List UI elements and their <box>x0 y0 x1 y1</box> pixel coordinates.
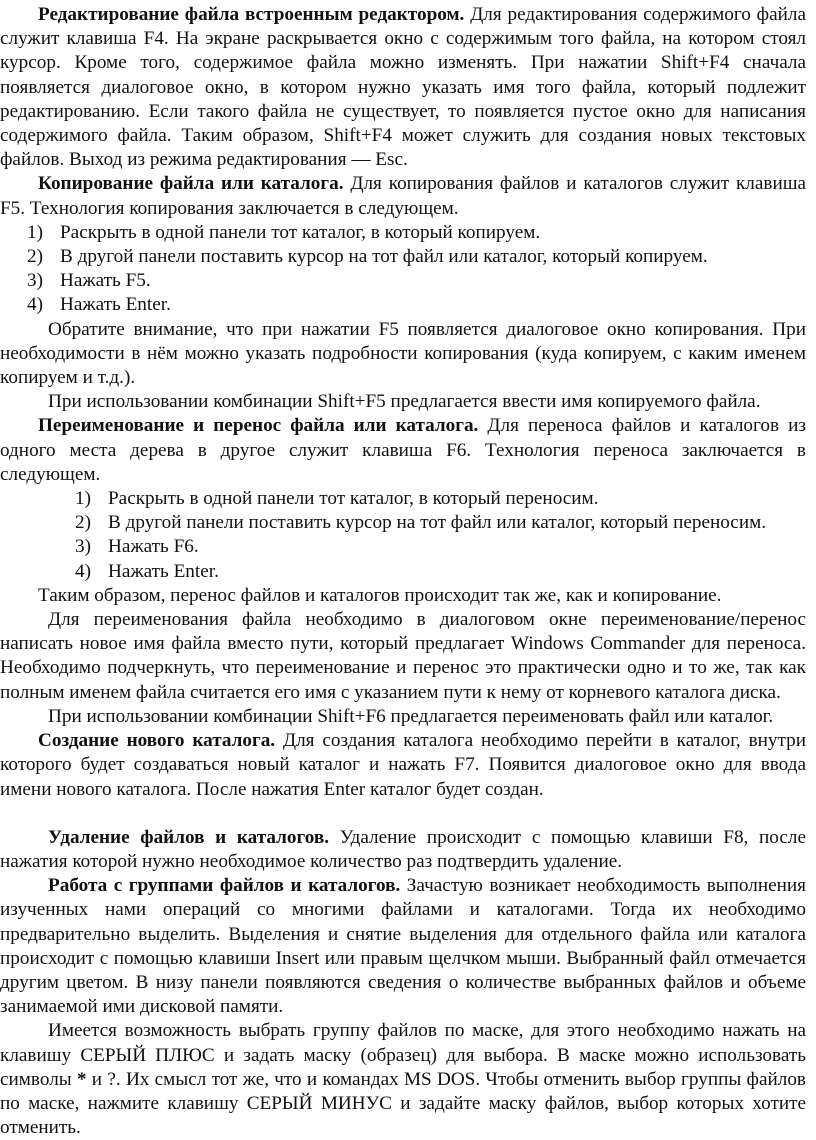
paragraph-copy-note1: Обратите внимание, что при нажатии F5 появляется диалоговое окно копирования. При необходимости в нём можно указать подробности копирования (куда копируем, с каким именем копируем и т.д.). <box>0 318 806 389</box>
paragraph-move <box>0 414 806 487</box>
text-copy: Для копирования файлов и каталогов служит клавиша F5. Технология копирования заключается в следующем. <box>0 173 807 219</box>
mask-star-symbol: * <box>76 1068 87 1090</box>
text-edit: Для редактирования содержимого файла служит клавиша F4. На экране раскрывается окно с содержимым того файла, на котором стоял курсор. Кроме того, содержимое файла можно изменять. При нажатии Shift+F4 сначала появляется диалоговое окно, в котором нужно указать имя того файла, который подлежит редактированию. Если такого файла не существует, то появляется пустое окно для написания содержимого файла. Таким образом, Shift+F4 может служить для создания новых текстовых файлов. Выход из режима редактирования — Esc. <box>0 4 806 171</box>
list-item <box>0 221 806 245</box>
list-number: 1) <box>75 488 91 510</box>
heading-groups: Работа с группами файлов и каталогов. <box>48 875 401 897</box>
list-text: Раскрыть в одной панели тот каталог, в который переносим. <box>108 488 599 510</box>
text-move: Для переноса файлов и каталогов из одного места дерева в другое служит клавиша F6. Технология переноса заключается в следующем. <box>0 415 806 485</box>
mask-text-mid: и <box>86 1068 108 1090</box>
list-number: 3) <box>27 270 43 292</box>
list-number: 3) <box>75 536 91 558</box>
paragraph-delete <box>0 826 806 874</box>
blank-line <box>0 802 806 826</box>
paragraph-edit <box>0 3 806 172</box>
list-item <box>0 487 806 511</box>
list-text: Нажать F5. <box>60 270 151 292</box>
copy-steps-list <box>0 221 806 318</box>
list-text: Раскрыть в одной панели тот каталог, в который копируем. <box>60 221 541 243</box>
mask-question-symbol: ? <box>107 1068 116 1090</box>
paragraph-groups-mask <box>0 1019 806 1140</box>
list-number: 4) <box>75 560 91 582</box>
paragraph-copy <box>0 172 806 220</box>
list-text: Нажать Enter. <box>60 294 171 316</box>
list-text: В другой панели поставить курсор на тот файл или каталог, который копируем. <box>60 246 708 268</box>
mask-text-before: Имеется возможность выбрать группу файлов по маске, для этого необходимо нажать на клавишу СЕРЫЙ ПЛЮС и задать маску (образец) для выбора. В маске можно использовать символы <box>0 1020 806 1090</box>
list-item <box>0 560 806 584</box>
list-item <box>0 245 806 269</box>
list-number: 1) <box>27 221 43 243</box>
list-number: 4) <box>27 294 43 316</box>
text-groups: Зачастую возникает необходимость выполнения изученных нами операций со многими файлами и каталогами. Тогда их необходимо предварительно выделить. Выделения и снятие выделения для отдельного файла или каталога происходит с помощью клавиши Insert или правым щелчком мыши. Выбранный файл отмечается другим цветом. В низу панели появляются сведения о количестве выбранных файлов и объеме занимаемой ими дисковой памяти. <box>0 875 806 1018</box>
list-item <box>0 535 806 559</box>
heading-move: Переименование и перенос файла или каталога. <box>38 415 479 437</box>
heading-mkdir: Создание нового каталога. <box>38 730 276 752</box>
list-text: В другой панели поставить курсор на тот файл или каталог, который переносим. <box>108 512 767 534</box>
heading-edit: Редактирование файла встроенным редактором. <box>38 4 465 25</box>
move-steps-list <box>0 487 806 584</box>
paragraph-mkdir <box>0 729 806 802</box>
list-item <box>0 269 806 293</box>
list-text: Нажать Enter. <box>108 560 219 582</box>
paragraph-groups <box>0 874 806 1019</box>
list-number: 2) <box>75 512 91 534</box>
paragraph-move-note1: Таким образом, перенос файлов и каталогов происходит так же, как и копирование. <box>38 584 722 606</box>
text-mkdir: Для создания каталога необходимо перейти в каталог, внутри которого будет создаваться новый каталог и нажать F7. Появится диалоговое окно для ввода имени нового каталога. После нажатия Enter каталог будет создан. <box>0 730 806 800</box>
text-delete: Удаление происходит с помощью клавиши F8, после нажатия которой нужно необходимое количество раз подтвердить удаление. <box>0 826 806 872</box>
heading-delete: Удаление файлов и каталогов. <box>48 826 330 848</box>
mask-text-after: . Их смысл тот же, что и командах MS DOS. Чтобы отменить выбор группы файлов по маске, нажмите клавишу СЕРЫЙ МИНУС и задайте маску файлов, выбор которых хотите отменить. <box>0 1068 806 1139</box>
list-text: Нажать F6. <box>108 536 199 558</box>
paragraph-copy-note2: При использовании комбинации Shift+F5 предлагается ввести имя копируемого файла. <box>48 391 761 413</box>
document-page <box>0 3 806 1140</box>
paragraph-move-note3: При использовании комбинации Shift+F6 предлагается переименовать файл или каталог. <box>48 705 774 727</box>
heading-copy: Копирование файла или каталога. <box>38 173 344 195</box>
paragraph-move-note2: Для переименования файла необходимо в диалоговом окне переименование/перенос написать новое имя файла вместо пути, который предлагает Windows Commander для переноса. Необходимо подчеркнуть, что переименование и перенос это практически одно и то же, так как полным именем файла считается его имя с указанием пути к нему от корневого каталога диска. <box>0 609 806 703</box>
list-item <box>0 293 806 317</box>
list-item <box>0 511 806 535</box>
list-number: 2) <box>27 246 43 268</box>
